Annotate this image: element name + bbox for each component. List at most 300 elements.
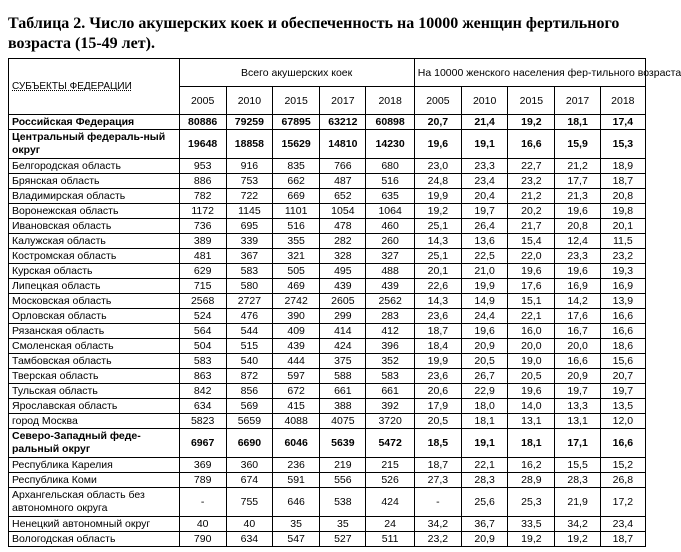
total-beds-header: Всего акушерских коек: [179, 59, 414, 87]
beds-per-10000-cell: 19,7: [600, 384, 645, 399]
beds-count-cell: 782: [179, 189, 226, 204]
region-name-cell: Тверская область: [9, 369, 180, 384]
beds-count-cell: 444: [273, 354, 320, 369]
region-name-cell: Архангельская область без автономного округа: [9, 488, 180, 517]
beds-per-10000-cell: 21,2: [508, 189, 555, 204]
year-header: 2015: [508, 87, 555, 115]
beds-per-10000-cell: 20,1: [414, 264, 461, 279]
beds-per-10000-cell: 19,6: [555, 264, 600, 279]
beds-count-cell: 1101: [273, 204, 320, 219]
beds-count-cell: 35: [320, 517, 366, 532]
year-header: 2017: [555, 87, 600, 115]
beds-count-cell: 14230: [366, 130, 414, 159]
beds-count-cell: 369: [179, 458, 226, 473]
beds-count-cell: 495: [320, 264, 366, 279]
beds-per-10000-cell: 28,3: [555, 473, 600, 488]
beds-count-cell: 2727: [226, 294, 272, 309]
beds-count-cell: 5472: [366, 429, 414, 458]
region-name-cell: Курская область: [9, 264, 180, 279]
beds-per-10000-cell: 19,2: [508, 115, 555, 130]
beds-per-10000-cell: 18,0: [462, 399, 508, 414]
table-row: [9, 189, 646, 204]
beds-per-10000-cell: 17,9: [414, 399, 461, 414]
beds-per-10000-cell: 25,1: [414, 249, 461, 264]
beds-per-10000-cell: 23,4: [462, 174, 508, 189]
beds-count-cell: 583: [226, 264, 272, 279]
table-row: [9, 517, 646, 532]
beds-per-10000-cell: 17,4: [600, 115, 645, 130]
beds-count-cell: 635: [366, 189, 414, 204]
beds-count-cell: 583: [179, 354, 226, 369]
beds-per-10000-cell: 19,9: [414, 189, 461, 204]
region-name-cell: Смоленская область: [9, 339, 180, 354]
per-10000-header: На 10000 женского населения фер-тильного возраста: [414, 59, 645, 87]
beds-count-cell: 1172: [179, 204, 226, 219]
beds-per-10000-cell: 16,7: [555, 324, 600, 339]
beds-per-10000-cell: 20,9: [555, 369, 600, 384]
beds-count-cell: 2605: [320, 294, 366, 309]
beds-count-cell: 591: [273, 473, 320, 488]
beds-per-10000-cell: 13,9: [600, 294, 645, 309]
beds-per-10000-cell: 24,4: [462, 309, 508, 324]
region-name-cell: Российская Федерация: [9, 115, 180, 130]
beds-per-10000-cell: 20,5: [414, 414, 461, 429]
beds-count-cell: 439: [320, 279, 366, 294]
beds-per-10000-cell: 18,6: [600, 339, 645, 354]
region-name-cell: Вологодская область: [9, 532, 180, 547]
table-row: [9, 174, 646, 189]
beds-count-cell: 414: [320, 324, 366, 339]
table-title: Таблица 2. Число акушерских коек и обеспеченность на 10000 женщин фертильного возраста (15-49 лет).: [8, 15, 620, 52]
beds-count-cell: 588: [320, 369, 366, 384]
beds-per-10000-cell: 20,2: [508, 204, 555, 219]
region-name-cell: Костромская область: [9, 249, 180, 264]
beds-per-10000-cell: 16,2: [508, 458, 555, 473]
beds-per-10000-cell: 22,9: [462, 384, 508, 399]
beds-count-cell: 527: [320, 532, 366, 547]
beds-per-10000-cell: 34,2: [414, 517, 461, 532]
beds-per-10000-cell: -: [414, 488, 461, 517]
beds-count-cell: 35: [273, 517, 320, 532]
beds-per-10000-cell: 22,1: [508, 309, 555, 324]
beds-count-cell: 424: [320, 339, 366, 354]
table-row: [9, 414, 646, 429]
beds-per-10000-cell: 18,1: [508, 429, 555, 458]
beds-per-10000-cell: 16,9: [555, 279, 600, 294]
beds-count-cell: 5639: [320, 429, 366, 458]
beds-count-cell: 282: [320, 234, 366, 249]
beds-per-10000-cell: 24,8: [414, 174, 461, 189]
beds-count-cell: 789: [179, 473, 226, 488]
beds-count-cell: 367: [226, 249, 272, 264]
beds-count-cell: 260: [366, 234, 414, 249]
beds-count-cell: 6967: [179, 429, 226, 458]
table-row: [9, 473, 646, 488]
beds-per-10000-cell: 17,2: [600, 488, 645, 517]
beds-count-cell: 219: [320, 458, 366, 473]
beds-per-10000-cell: 20,0: [555, 339, 600, 354]
beds-per-10000-cell: 20,4: [462, 189, 508, 204]
beds-per-10000-cell: 16,6: [508, 130, 555, 159]
region-name-cell: Владимирская область: [9, 189, 180, 204]
beds-count-cell: 40: [179, 517, 226, 532]
beds-per-10000-cell: 18,1: [462, 414, 508, 429]
beds-count-cell: 556: [320, 473, 366, 488]
beds-count-cell: 835: [273, 159, 320, 174]
beds-per-10000-cell: 20,7: [414, 115, 461, 130]
beds-count-cell: 753: [226, 174, 272, 189]
beds-count-cell: 515: [226, 339, 272, 354]
beds-count-cell: 79259: [226, 115, 272, 130]
beds-count-cell: 736: [179, 219, 226, 234]
beds-per-10000-cell: 19,3: [600, 264, 645, 279]
beds-count-cell: 488: [366, 264, 414, 279]
beds-count-cell: 24: [366, 517, 414, 532]
table-row: [9, 204, 646, 219]
beds-count-cell: 916: [226, 159, 272, 174]
beds-per-10000-cell: 21,3: [555, 189, 600, 204]
beds-count-cell: 662: [273, 174, 320, 189]
obstetric-beds-table: [8, 58, 681, 547]
beds-per-10000-cell: 15,4: [508, 234, 555, 249]
table-row: [9, 309, 646, 324]
beds-per-10000-cell: 23,2: [414, 532, 461, 547]
beds-count-cell: 652: [320, 189, 366, 204]
beds-per-10000-cell: 16,6: [600, 429, 645, 458]
beds-count-cell: 460: [366, 219, 414, 234]
region-name-cell: Ярославская область: [9, 399, 180, 414]
region-name-cell: Ивановская область: [9, 219, 180, 234]
beds-count-cell: 544: [226, 324, 272, 339]
beds-count-cell: 439: [273, 339, 320, 354]
beds-count-cell: 469: [273, 279, 320, 294]
table-row: [9, 339, 646, 354]
beds-count-cell: 18858: [226, 130, 272, 159]
table-row: [9, 294, 646, 309]
beds-per-10000-cell: 15,5: [555, 458, 600, 473]
beds-per-10000-cell: 17,7: [555, 174, 600, 189]
table-row: [9, 234, 646, 249]
beds-per-10000-cell: 26,4: [462, 219, 508, 234]
beds-count-cell: 215: [366, 458, 414, 473]
beds-count-cell: 3720: [366, 414, 414, 429]
beds-count-cell: 15629: [273, 130, 320, 159]
beds-per-10000-cell: 22,6: [414, 279, 461, 294]
beds-per-10000-cell: 20,9: [462, 532, 508, 547]
beds-per-10000-cell: 22,1: [462, 458, 508, 473]
beds-count-cell: 4088: [273, 414, 320, 429]
beds-count-cell: 680: [366, 159, 414, 174]
table-row: [9, 384, 646, 399]
beds-count-cell: 396: [366, 339, 414, 354]
table-row: [9, 458, 646, 473]
beds-per-10000-cell: 19,8: [600, 204, 645, 219]
beds-count-cell: 478: [320, 219, 366, 234]
year-header: 2005: [414, 87, 461, 115]
beds-per-10000-cell: 19,1: [462, 429, 508, 458]
beds-per-10000-cell: 21,4: [462, 115, 508, 130]
beds-count-cell: 67895: [273, 115, 320, 130]
beds-per-10000-cell: 17,1: [555, 429, 600, 458]
beds-per-10000-cell: 20,6: [414, 384, 461, 399]
table-row: [9, 369, 646, 384]
beds-count-cell: 766: [320, 159, 366, 174]
beds-count-cell: 505: [273, 264, 320, 279]
beds-per-10000-cell: 19,9: [462, 279, 508, 294]
region-name-cell: город Москва: [9, 414, 180, 429]
beds-per-10000-cell: 16,6: [555, 354, 600, 369]
beds-count-cell: 1054: [320, 204, 366, 219]
year-header: 2005: [179, 87, 226, 115]
beds-per-10000-cell: 19,9: [414, 354, 461, 369]
beds-per-10000-cell: 23,4: [600, 517, 645, 532]
beds-count-cell: 236: [273, 458, 320, 473]
beds-per-10000-cell: 13,1: [508, 414, 555, 429]
beds-per-10000-cell: 23,6: [414, 369, 461, 384]
beds-per-10000-cell: 25,3: [508, 488, 555, 517]
beds-count-cell: 388: [320, 399, 366, 414]
beds-count-cell: 389: [179, 234, 226, 249]
beds-count-cell: 755: [226, 488, 272, 517]
year-header: 2010: [226, 87, 272, 115]
beds-count-cell: 516: [366, 174, 414, 189]
beds-count-cell: 524: [179, 309, 226, 324]
beds-per-10000-cell: 28,3: [462, 473, 508, 488]
beds-count-cell: 412: [366, 324, 414, 339]
table-body: [9, 115, 646, 547]
beds-count-cell: 328: [320, 249, 366, 264]
beds-per-10000-cell: 20,5: [462, 354, 508, 369]
beds-per-10000-cell: 14,3: [414, 234, 461, 249]
table-row: [9, 219, 646, 234]
beds-per-10000-cell: 19,6: [508, 264, 555, 279]
beds-per-10000-cell: 33,5: [508, 517, 555, 532]
beds-count-cell: 6690: [226, 429, 272, 458]
beds-per-10000-cell: 20,5: [508, 369, 555, 384]
table-row: [9, 249, 646, 264]
beds-count-cell: 409: [273, 324, 320, 339]
beds-count-cell: 439: [366, 279, 414, 294]
beds-per-10000-cell: 22,0: [508, 249, 555, 264]
beds-count-cell: 327: [366, 249, 414, 264]
beds-count-cell: 19648: [179, 130, 226, 159]
beds-count-cell: 415: [273, 399, 320, 414]
beds-per-10000-cell: 23,2: [508, 174, 555, 189]
beds-count-cell: 339: [226, 234, 272, 249]
beds-count-cell: 80886: [179, 115, 226, 130]
beds-per-10000-cell: 15,1: [508, 294, 555, 309]
beds-count-cell: 6046: [273, 429, 320, 458]
beds-per-10000-cell: 14,3: [414, 294, 461, 309]
region-name-cell: Тульская область: [9, 384, 180, 399]
beds-count-cell: 538: [320, 488, 366, 517]
beds-count-cell: 872: [226, 369, 272, 384]
table-row: [9, 399, 646, 414]
table-row-total: [9, 115, 646, 130]
region-name-cell: Липецкая область: [9, 279, 180, 294]
beds-count-cell: 583: [366, 369, 414, 384]
beds-per-10000-cell: 13,3: [555, 399, 600, 414]
beds-per-10000-cell: 14,9: [462, 294, 508, 309]
region-name-cell: Московская область: [9, 294, 180, 309]
beds-per-10000-cell: 19,6: [414, 130, 461, 159]
beds-count-cell: 863: [179, 369, 226, 384]
beds-count-cell: 526: [366, 473, 414, 488]
beds-count-cell: 504: [179, 339, 226, 354]
table-row: [9, 159, 646, 174]
beds-count-cell: 569: [226, 399, 272, 414]
beds-per-10000-cell: 23,3: [462, 159, 508, 174]
beds-per-10000-cell: 36,7: [462, 517, 508, 532]
region-name-cell: Белгородская область: [9, 159, 180, 174]
table-row: [9, 488, 646, 517]
beds-count-cell: 299: [320, 309, 366, 324]
region-name-cell: Северо-Западный феде-ральный округ: [9, 429, 180, 458]
beds-count-cell: 674: [226, 473, 272, 488]
beds-per-10000-cell: 23,2: [600, 249, 645, 264]
beds-per-10000-cell: 23,0: [414, 159, 461, 174]
beds-per-10000-cell: 14,2: [555, 294, 600, 309]
beds-per-10000-cell: 19,1: [462, 130, 508, 159]
beds-per-10000-cell: 21,9: [555, 488, 600, 517]
beds-count-cell: 476: [226, 309, 272, 324]
region-name-cell: Республика Карелия: [9, 458, 180, 473]
beds-per-10000-cell: 19,7: [462, 204, 508, 219]
beds-per-10000-cell: 18,7: [600, 174, 645, 189]
beds-per-10000-cell: 18,7: [414, 324, 461, 339]
beds-count-cell: -: [179, 488, 226, 517]
beds-count-cell: 390: [273, 309, 320, 324]
beds-count-cell: 481: [179, 249, 226, 264]
beds-count-cell: 5659: [226, 414, 272, 429]
beds-count-cell: 40: [226, 517, 272, 532]
beds-count-cell: 1064: [366, 204, 414, 219]
beds-per-10000-cell: 18,7: [600, 532, 645, 547]
beds-count-cell: 360: [226, 458, 272, 473]
beds-count-cell: 722: [226, 189, 272, 204]
table-row-total: [9, 130, 646, 159]
beds-per-10000-cell: 21,2: [555, 159, 600, 174]
beds-per-10000-cell: 13,6: [462, 234, 508, 249]
year-header: 2017: [320, 87, 366, 115]
beds-per-10000-cell: 25,1: [414, 219, 461, 234]
beds-count-cell: 321: [273, 249, 320, 264]
beds-per-10000-cell: 18,9: [600, 159, 645, 174]
region-name-cell: Рязанская область: [9, 324, 180, 339]
table-row: [9, 264, 646, 279]
beds-count-cell: 842: [179, 384, 226, 399]
beds-per-10000-cell: 19,6: [508, 384, 555, 399]
beds-per-10000-cell: 20,9: [462, 339, 508, 354]
beds-per-10000-cell: 16,6: [600, 324, 645, 339]
beds-per-10000-cell: 11,5: [600, 234, 645, 249]
beds-count-cell: 2742: [273, 294, 320, 309]
beds-count-cell: 669: [273, 189, 320, 204]
region-name-cell: Орловская область: [9, 309, 180, 324]
region-name-cell: Ненецкий автономный округ: [9, 517, 180, 532]
beds-per-10000-cell: 21,7: [508, 219, 555, 234]
beds-per-10000-cell: 20,8: [555, 219, 600, 234]
year-header: 2018: [600, 87, 645, 115]
beds-per-10000-cell: 22,5: [462, 249, 508, 264]
beds-count-cell: 63212: [320, 115, 366, 130]
beds-count-cell: 646: [273, 488, 320, 517]
table-row: [9, 324, 646, 339]
beds-count-cell: 564: [179, 324, 226, 339]
beds-count-cell: 424: [366, 488, 414, 517]
beds-count-cell: 672: [273, 384, 320, 399]
beds-count-cell: 634: [179, 399, 226, 414]
beds-count-cell: 634: [226, 532, 272, 547]
beds-count-cell: 953: [179, 159, 226, 174]
beds-per-10000-cell: 19,2: [555, 532, 600, 547]
subjects-header: СУБЪЕКТЫ ФЕДЕРАЦИИ: [9, 59, 180, 115]
region-name-cell: Центральный федераль-ный округ: [9, 130, 180, 159]
beds-per-10000-cell: 19,0: [508, 354, 555, 369]
beds-per-10000-cell: 18,5: [414, 429, 461, 458]
beds-per-10000-cell: 13,1: [555, 414, 600, 429]
beds-per-10000-cell: 20,7: [600, 369, 645, 384]
beds-count-cell: 283: [366, 309, 414, 324]
beds-per-10000-cell: 26,8: [600, 473, 645, 488]
beds-per-10000-cell: 27,3: [414, 473, 461, 488]
beds-per-10000-cell: 12,4: [555, 234, 600, 249]
beds-per-10000-cell: 17,6: [508, 279, 555, 294]
table-row: [9, 279, 646, 294]
beds-per-10000-cell: 20,8: [600, 189, 645, 204]
beds-per-10000-cell: 21,0: [462, 264, 508, 279]
table-row: [9, 354, 646, 369]
beds-per-10000-cell: 18,1: [555, 115, 600, 130]
region-name-cell: Брянская область: [9, 174, 180, 189]
beds-per-10000-cell: 34,2: [555, 517, 600, 532]
beds-per-10000-cell: 19,2: [508, 532, 555, 547]
beds-count-cell: 355: [273, 234, 320, 249]
beds-per-10000-cell: 15,3: [600, 130, 645, 159]
beds-count-cell: 5823: [179, 414, 226, 429]
beds-per-10000-cell: 17,6: [555, 309, 600, 324]
beds-count-cell: 661: [320, 384, 366, 399]
beds-per-10000-cell: 14,0: [508, 399, 555, 414]
beds-count-cell: 60898: [366, 115, 414, 130]
year-header: 2018: [366, 87, 414, 115]
beds-per-10000-cell: 19,6: [462, 324, 508, 339]
beds-count-cell: 516: [273, 219, 320, 234]
beds-count-cell: 629: [179, 264, 226, 279]
beds-per-10000-cell: 20,0: [508, 339, 555, 354]
beds-per-10000-cell: 22,7: [508, 159, 555, 174]
beds-per-10000-cell: 16,6: [600, 309, 645, 324]
beds-count-cell: 540: [226, 354, 272, 369]
beds-count-cell: 2568: [179, 294, 226, 309]
beds-per-10000-cell: 18,4: [414, 339, 461, 354]
beds-count-cell: 597: [273, 369, 320, 384]
beds-per-10000-cell: 15,6: [600, 354, 645, 369]
year-header: 2010: [462, 87, 508, 115]
table-row-total: [9, 429, 646, 458]
beds-count-cell: 547: [273, 532, 320, 547]
region-name-cell: Воронежская область: [9, 204, 180, 219]
beds-count-cell: 511: [366, 532, 414, 547]
region-name-cell: Тамбовская область: [9, 354, 180, 369]
region-name-cell: Республика Коми: [9, 473, 180, 488]
beds-per-10000-cell: 19,2: [414, 204, 461, 219]
beds-count-cell: 487: [320, 174, 366, 189]
beds-count-cell: 856: [226, 384, 272, 399]
beds-per-10000-cell: 16,9: [600, 279, 645, 294]
beds-per-10000-cell: 25,6: [462, 488, 508, 517]
beds-per-10000-cell: 13,5: [600, 399, 645, 414]
